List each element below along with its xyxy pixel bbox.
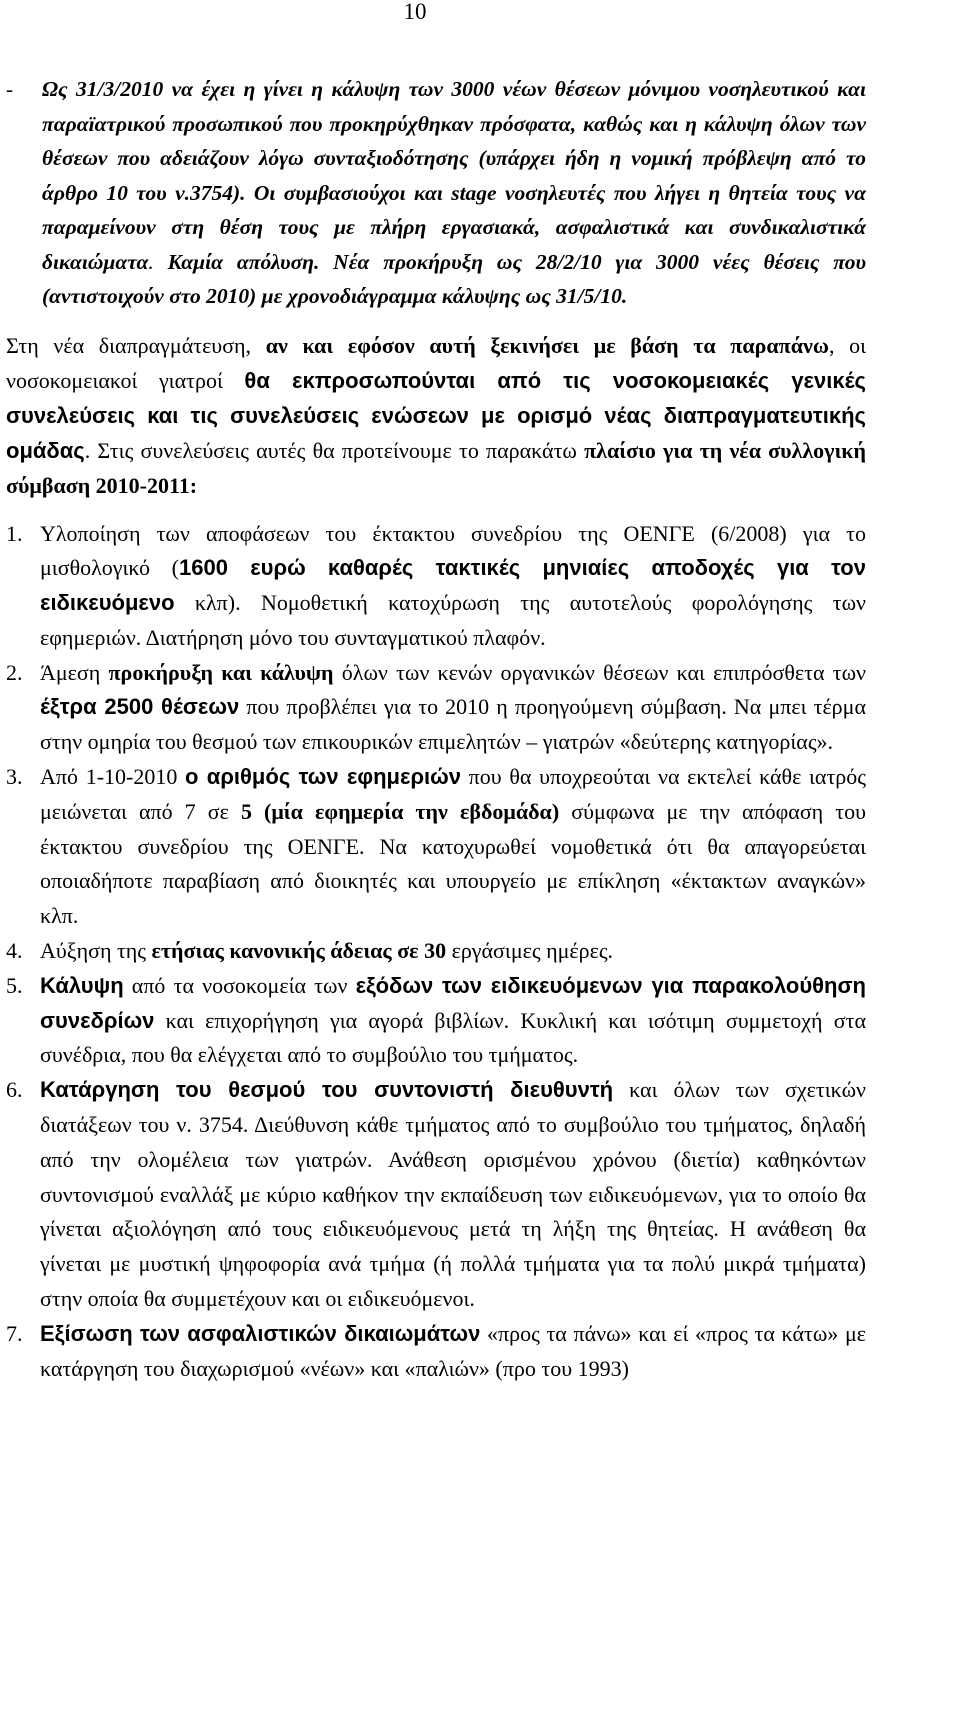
list-number: 2.	[6, 659, 23, 685]
document-body	[6, 72, 866, 1386]
neg-text-2: αν και εφόσον αυτή ξεκινήσει με βάση τα παραπάνω	[265, 332, 829, 358]
item-text: σύμφωνα με την απόφαση του έκτακτου συνεδρίου της ΟΕΝΓΕ. Να κατοχυρωθεί νομοθετικά ότι θα απαγορεύεται οποιαδήποτε παραβίαση από διοικητές και υπουργείο με επίκληση «έκτακτων αναγκών» κλπ.	[40, 798, 866, 929]
neg-text-4: θα εκπροσωπούνται από τις νοσοκομειακές γενικές συνελεύσεις και τις συνελεύσεις ενώσεων με ορισμό νέας διαπραγματευτικής ομάδας	[6, 367, 866, 463]
item-text: Από 1-10-2010	[40, 764, 186, 790]
item-text: και όλων των σχετικών διατάξεων του ν. 3754. Διεύθυνση κάθε τμήματος από το συμβούλιο του τμήματος, δηλαδή από την ολομέλεια των γιατρών. Ανάθεση ορισμένου χρόνου (διετία) καθηκόντων συντονισμού εναλλάξ με κύριο καθήκον την εκπαίδευση των ειδικευόμενων, για το οποίο θα γίνεται αξιολόγηση από τους ειδικευόμενους μετά τη λήξη της θητείας. Η ανάθεση θα γίνεται με μυστική ψηφοφορία ανά τμήμα (ή πολλά τμήματα για τα πολύ μικρά τμήματα) στην οποία θα συμμετέχουν και οι ειδικευόμενοι.	[40, 1077, 866, 1312]
item-text: Υλοποίηση των αποφάσεων του έκτακτου συνεδρίου της ΟΕΝΓΕ (6/2008) για το μισθολογικό (	[40, 520, 866, 581]
list-item-1	[6, 517, 866, 656]
intro-text-3: .	[148, 249, 168, 274]
list-item-3	[6, 760, 866, 934]
intro-text-2: Οι συμβασιούχοι και stage νοσηλευτές που λήγει η θητεία τους να παραμείνουν στη θέση τους με πλήρη εργασιακά, ασφαλιστικά και συνδικαλιστικά δικαιώματα	[42, 180, 866, 274]
negotiation-paragraph	[6, 328, 866, 503]
intro-bullet	[6, 72, 866, 314]
list-number: 3.	[6, 764, 23, 790]
page-number: 10	[403, 0, 427, 24]
item-text: Αύξηση της	[40, 938, 152, 964]
neg-text-3: , οι νοσοκομειακοί γιατροί	[6, 332, 867, 393]
list-number: 1.	[6, 520, 23, 546]
item-text: Άμεση	[40, 659, 109, 685]
item-text-bold: Κάλυψη	[40, 972, 124, 998]
item-text-bold: προκήρυξη και κάλυψη	[108, 659, 334, 685]
list-number: 4.	[6, 938, 23, 964]
intro-text-4: Καμία απόλυση. Νέα προκήρυξη ως 28/2/10 για 3000 νέες θέσεις που (αντιστοιχούν στο 2010) με χρονοδιάγραμμα κάλυψης ως 31/5/10.	[42, 249, 866, 308]
item-text-bold: εξόδων των ειδικευόμενων για παρακολούθηση συνεδρίων	[40, 972, 866, 1033]
dash-marker: -	[6, 77, 14, 101]
item-text: και επιχορήγηση για αγορά βιβλίων. Κυκλική και ισότιμη συμμετοχή στα συνέδρια, που θα ελέγχεται από το συμβούλιο του τμήματος.	[40, 1007, 866, 1068]
item-text: που θα υποχρεούται να εκτελεί κάθε ιατρός μειώνεται από 7 σε	[40, 764, 866, 824]
list-item-7	[6, 1317, 866, 1387]
neg-text-5: . Στις συνελεύσεις αυτές θα προτείνουμε το παρακάτω	[84, 437, 585, 463]
item-text: κλπ). Νομοθετική κατοχύρωση της αυτοτελούς φορολόγησης των εφημεριών. Διατήρηση μόνο του συνταγματικού πλαφόν.	[40, 590, 866, 650]
item-text: «προς τα πάνω» και εί «προς τα κάτω» με κατάργηση του διαχωρισμού «νέων» και «παλιών» (προ του 1993)	[40, 1320, 866, 1381]
item-text-bold: έξτρα 2500 θέσεων	[40, 694, 240, 720]
list-number: 5.	[6, 972, 23, 998]
item-text-bold: ο αριθμός των εφημεριών	[185, 764, 461, 790]
item-text-bold: 1600 ευρώ καθαρές τακτικές μηνιαίες αποδοχές για τον ειδικευόμενο	[40, 555, 866, 616]
item-text-bold: Εξίσωση των ασφαλιστικών δικαιωμάτων	[40, 1320, 481, 1346]
list-item-5	[6, 969, 866, 1073]
list-item-4	[6, 934, 866, 969]
neg-text-1: Στη νέα διαπραγμάτευση,	[6, 332, 266, 358]
intro-text-1: Ως 31/3/2010 να έχει η γίνει η κάλυψη των 3000 νέων θέσεων μόνιμου νοσηλευτικού και παραϊατρικού προσωπικού που προκηρύχθηκαν πρόσφατα, καθώς και η κάλυψη όλων των θέσεων που αδειάζουν λόγω συνταξιοδότησης (υπάρχει ήδη η νομική πρόβλεψη από το άρθρο 10 του ν.3754).	[42, 77, 866, 205]
item-text-bold: Κατάργηση του θεσμού του συντονιστή διευθυντή	[40, 1077, 614, 1103]
neg-text-6: πλαίσιο για τη νέα συλλογική σύμβαση 2010-2011:	[6, 437, 866, 498]
list-number: 7.	[6, 1320, 23, 1346]
item-text-bold: 5 (μία εφημερία την εβδομάδα)	[240, 798, 560, 824]
item-text: όλων των κενών οργανικών θέσεων και επιπρόσθετα των	[333, 659, 866, 685]
list-item-2	[6, 656, 866, 760]
list-number: 6.	[6, 1077, 23, 1103]
item-text-bold: ετήσιας κανονικής άδειας σε 30	[151, 938, 447, 964]
item-text: από τα νοσοκομεία των	[123, 972, 356, 998]
item-text: που προβλέπει για το 2010 η προηγούμενη σύμβαση. Να μπει τέρμα στην ομηρία του θεσμού των επικουρικών επιμελητών – γιατρών «δεύτερης κατηγορίας».	[40, 694, 866, 755]
item-text: εργάσιμες ημέρες.	[446, 938, 614, 964]
list-item-6	[6, 1073, 866, 1317]
